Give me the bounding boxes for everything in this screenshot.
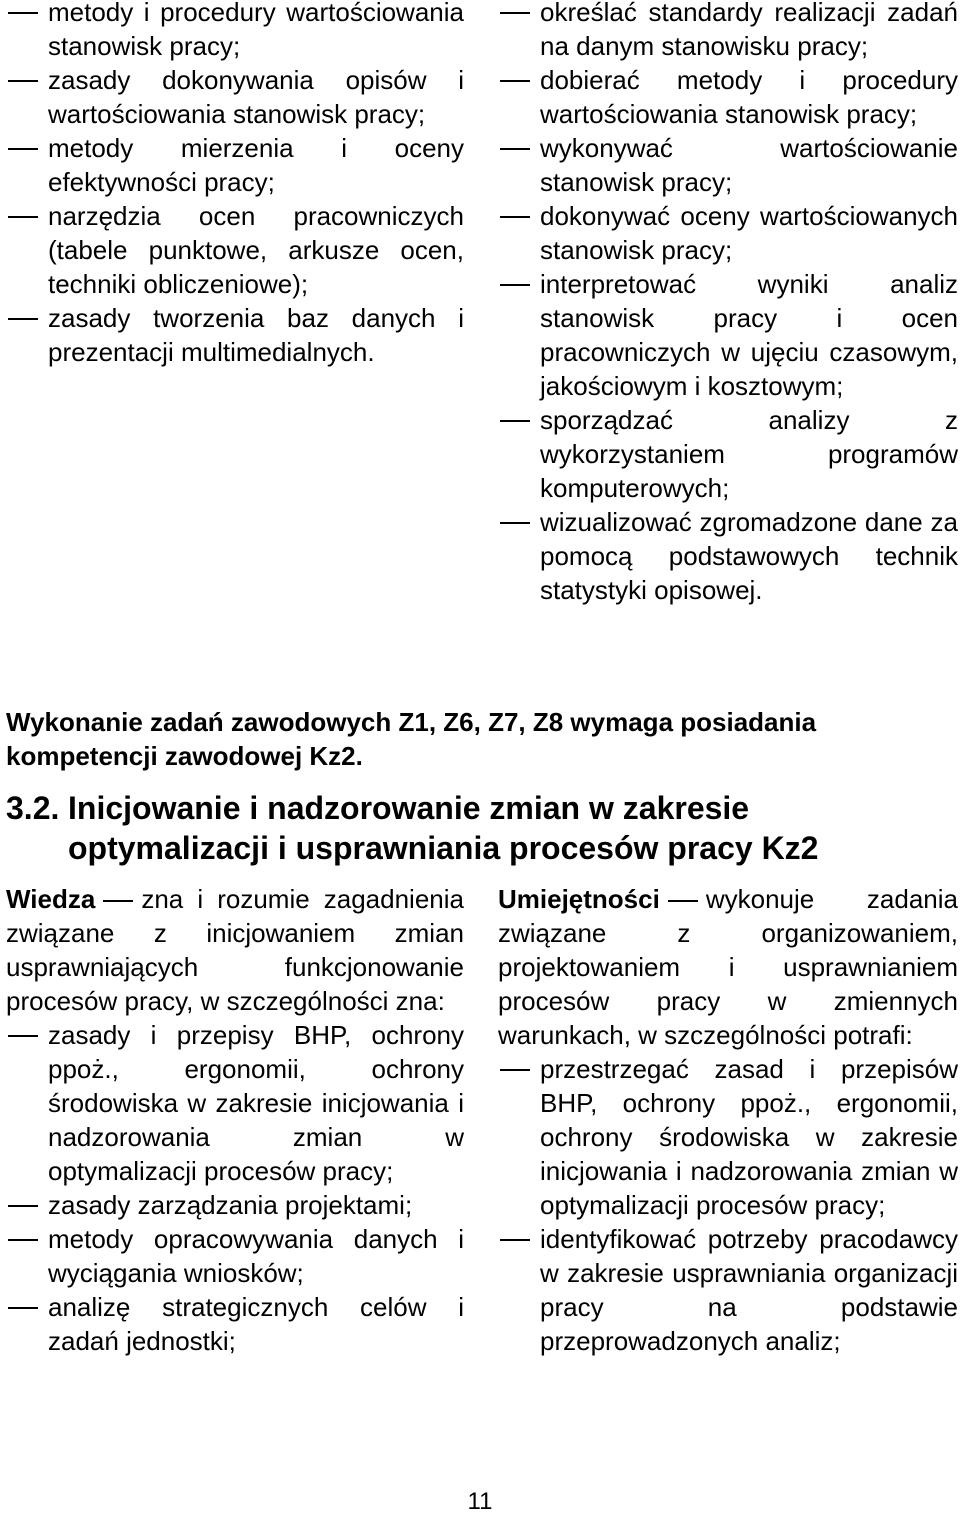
section-heading bbox=[6, 788, 956, 868]
list-item: metody i procedury wartościowania stanowisk pracy; bbox=[6, 0, 464, 63]
list-item: wizualizować zgromadzone dane za pomocą podstawowych technik statystyki opisowej. bbox=[498, 505, 958, 607]
knowledge-intro-text: zna i rozumie zagadnienia związane z inicjowaniem zmian usprawniających funkcjonowanie procesów pracy, w szczególności zna: bbox=[6, 884, 464, 1016]
list-item: identyfikować potrzeby pracodawcy w zakresie usprawniania organizacji pracy na podstawie przeprowadzonych analiz; bbox=[498, 1222, 958, 1358]
skills-intro bbox=[498, 882, 958, 1052]
knowledge-column bbox=[6, 882, 464, 1358]
list-item: określać standardy realizacji zadań na danym stanowisku pracy; bbox=[498, 0, 958, 63]
knowledge-list bbox=[6, 1018, 464, 1358]
skills-list-continued bbox=[498, 0, 958, 607]
skills-label: Umiejętności bbox=[498, 884, 660, 914]
list-item: dokonywać oceny wartościowanych stanowisk pracy; bbox=[498, 199, 958, 267]
top-left-column bbox=[6, 0, 464, 369]
list-item: zasady tworzenia baz danych i prezentacji multimedialnych. bbox=[6, 301, 464, 369]
top-right-column bbox=[498, 0, 958, 607]
section-title-line1: Inicjowanie i nadzorowanie zmian w zakresie bbox=[68, 790, 750, 826]
skills-column bbox=[498, 882, 958, 1358]
page-number: 11 bbox=[467, 1488, 493, 1515]
list-item: dobierać metody i procedury wartościowania stanowisk pracy; bbox=[498, 63, 958, 131]
skills-intro-text: wykonuje zadania związane z organizowaniem, projektowaniem i usprawnianiem procesów pracy w zmiennych warunkach, w szczególności potrafi: bbox=[498, 884, 958, 1050]
dash-separator bbox=[103, 900, 133, 902]
dash-separator bbox=[668, 900, 698, 902]
list-item: metody mierzenia i oceny efektywności pracy; bbox=[6, 131, 464, 199]
list-item: zasady i przepisy BHP, ochrony ppoż., ergonomii, ochrony środowiska w zakresie inicjowania i nadzorowania zmian w optymalizacji procesów pracy; bbox=[6, 1018, 464, 1188]
requirement-note: Wykonanie zadań zawodowych Z1, Z6, Z7, Z8 wymaga posiadania kompetencji zawodowej Kz2. bbox=[6, 707, 817, 771]
list-item: analizę strategicznych celów i zadań jednostki; bbox=[6, 1290, 464, 1358]
section-number: 3.2. bbox=[6, 790, 60, 826]
knowledge-intro bbox=[6, 882, 464, 1018]
knowledge-label: Wiedza bbox=[6, 884, 96, 914]
section-title-line2: optymalizacji i usprawniania procesów pracy Kz2 bbox=[68, 830, 819, 866]
list-item: narzędzia ocen pracowniczych (tabele punktowe, arkusze ocen, techniki obliczeniowe); bbox=[6, 199, 464, 301]
list-item: interpretować wyniki analiz stanowisk pracy i ocen pracowniczych w ujęciu czasowym, jakościowym i kosztowym; bbox=[498, 267, 958, 403]
list-item: wykonywać wartościowanie stanowisk pracy; bbox=[498, 131, 958, 199]
list-item: sporządzać analizy z wykorzystaniem programów komputerowych; bbox=[498, 403, 958, 505]
skills-list bbox=[498, 1052, 958, 1358]
list-item: metody opracowywania danych i wyciągania wniosków; bbox=[6, 1222, 464, 1290]
knowledge-list-continued bbox=[6, 0, 464, 369]
list-item: zasady zarządzania projektami; bbox=[6, 1188, 464, 1222]
list-item: przestrzegać zasad i przepisów BHP, ochrony ppoż., ergonomii, ochrony środowiska w zakresie inicjowania i nadzorowania zmian w optymalizacji procesów pracy; bbox=[498, 1052, 958, 1222]
list-item: zasady dokonywania opisów i wartościowania stanowisk pracy; bbox=[6, 63, 464, 131]
